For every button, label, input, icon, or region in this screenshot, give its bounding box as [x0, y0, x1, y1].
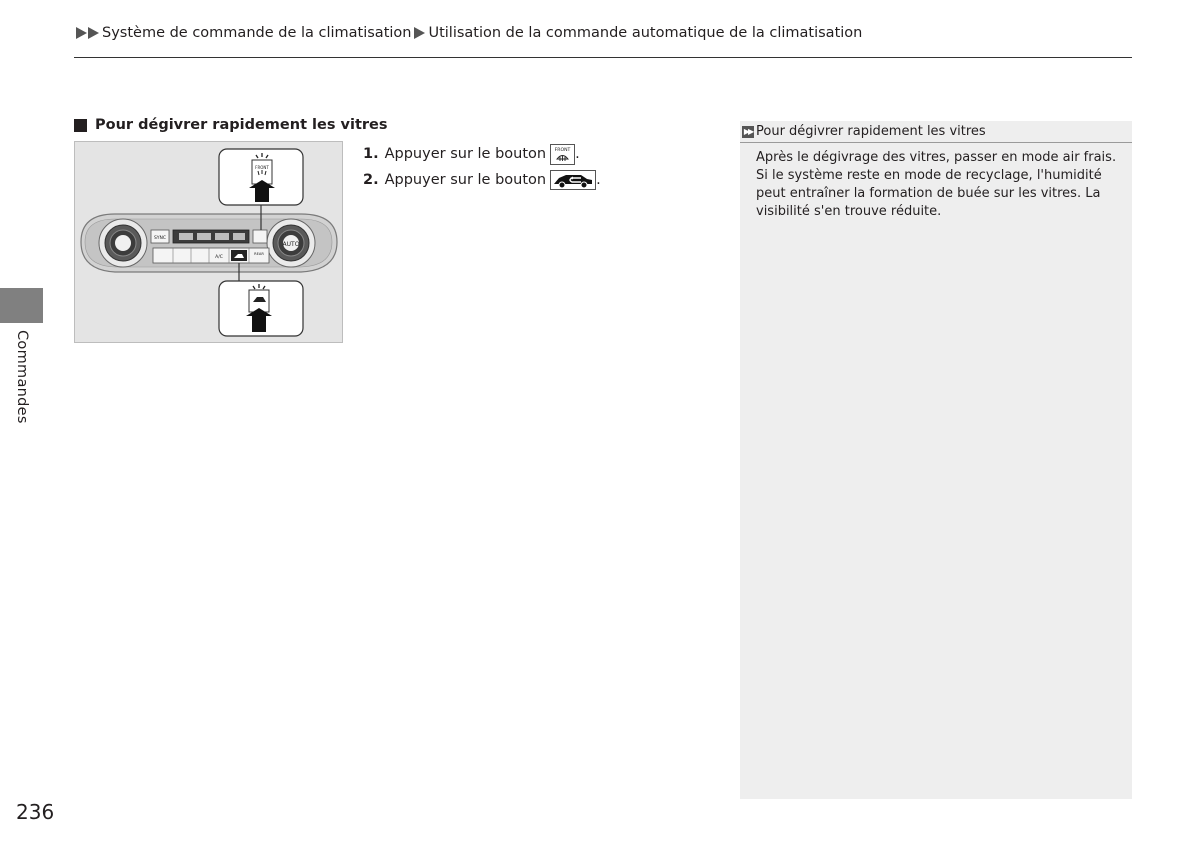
- header-divider: [74, 57, 1132, 58]
- section-square-icon: [74, 119, 87, 132]
- rear-label: REAR: [254, 252, 264, 256]
- breadcrumb-arrow-icon: [414, 27, 425, 39]
- step-text: Appuyer sur le bouton: [384, 172, 547, 188]
- breadcrumb-item-system[interactable]: Système de commande de la climatisation: [102, 25, 412, 41]
- front-label: FRONT: [255, 165, 269, 170]
- left-temp-knob: [99, 219, 147, 267]
- recirculation-button-icon: [550, 170, 596, 190]
- step-item: [363, 167, 601, 193]
- note-header: [740, 121, 1132, 143]
- breadcrumb-item-auto-climate[interactable]: Utilisation de la commande automatique de la climatisation: [428, 25, 863, 41]
- note-title[interactable]: Pour dégivrer rapidement les vitres: [756, 124, 986, 139]
- step-end: .: [575, 146, 580, 162]
- right-temp-knob: [267, 219, 315, 267]
- reference-arrow-icon: ▶▶: [743, 127, 753, 136]
- page-number: 236: [16, 800, 55, 824]
- front-defrost-button-icon: [550, 144, 575, 165]
- note-body: Après le dégivrage des vitres, passer en mode air frais. Si le système reste en mode de recyclage, l'humidité peut entraîner la formation de buée sur les vitres. La visibilité s'en trouve réduite.: [756, 150, 1117, 219]
- ac-label: A/C: [215, 255, 223, 260]
- step-number: 1.: [363, 146, 379, 162]
- climate-panel-illustration: [75, 142, 342, 342]
- chapter-tab: [0, 288, 43, 323]
- step-end: .: [596, 172, 601, 188]
- section-title: [74, 117, 388, 133]
- front-defrost-panel-button: [253, 230, 267, 243]
- note-box: [740, 121, 1132, 799]
- step-text: Appuyer sur le bouton: [384, 146, 547, 162]
- climate-panel-figure: [74, 141, 343, 343]
- breadcrumb: [76, 25, 862, 41]
- auto-label: AUTO: [282, 241, 300, 248]
- breadcrumb-arrow-icon: [88, 27, 99, 39]
- step-item: [363, 141, 601, 167]
- step-number: 2.: [363, 172, 379, 188]
- svg-text:FRONT: FRONT: [554, 147, 571, 153]
- section-title-text: Pour dégivrer rapidement les vitres: [95, 117, 388, 133]
- breadcrumb-arrow-icon: [76, 27, 87, 39]
- chapter-tab-label: Commandes: [14, 330, 30, 424]
- sync-label: SYNC: [153, 236, 167, 241]
- steps-list: [363, 141, 601, 193]
- lower-button-row: [153, 248, 269, 263]
